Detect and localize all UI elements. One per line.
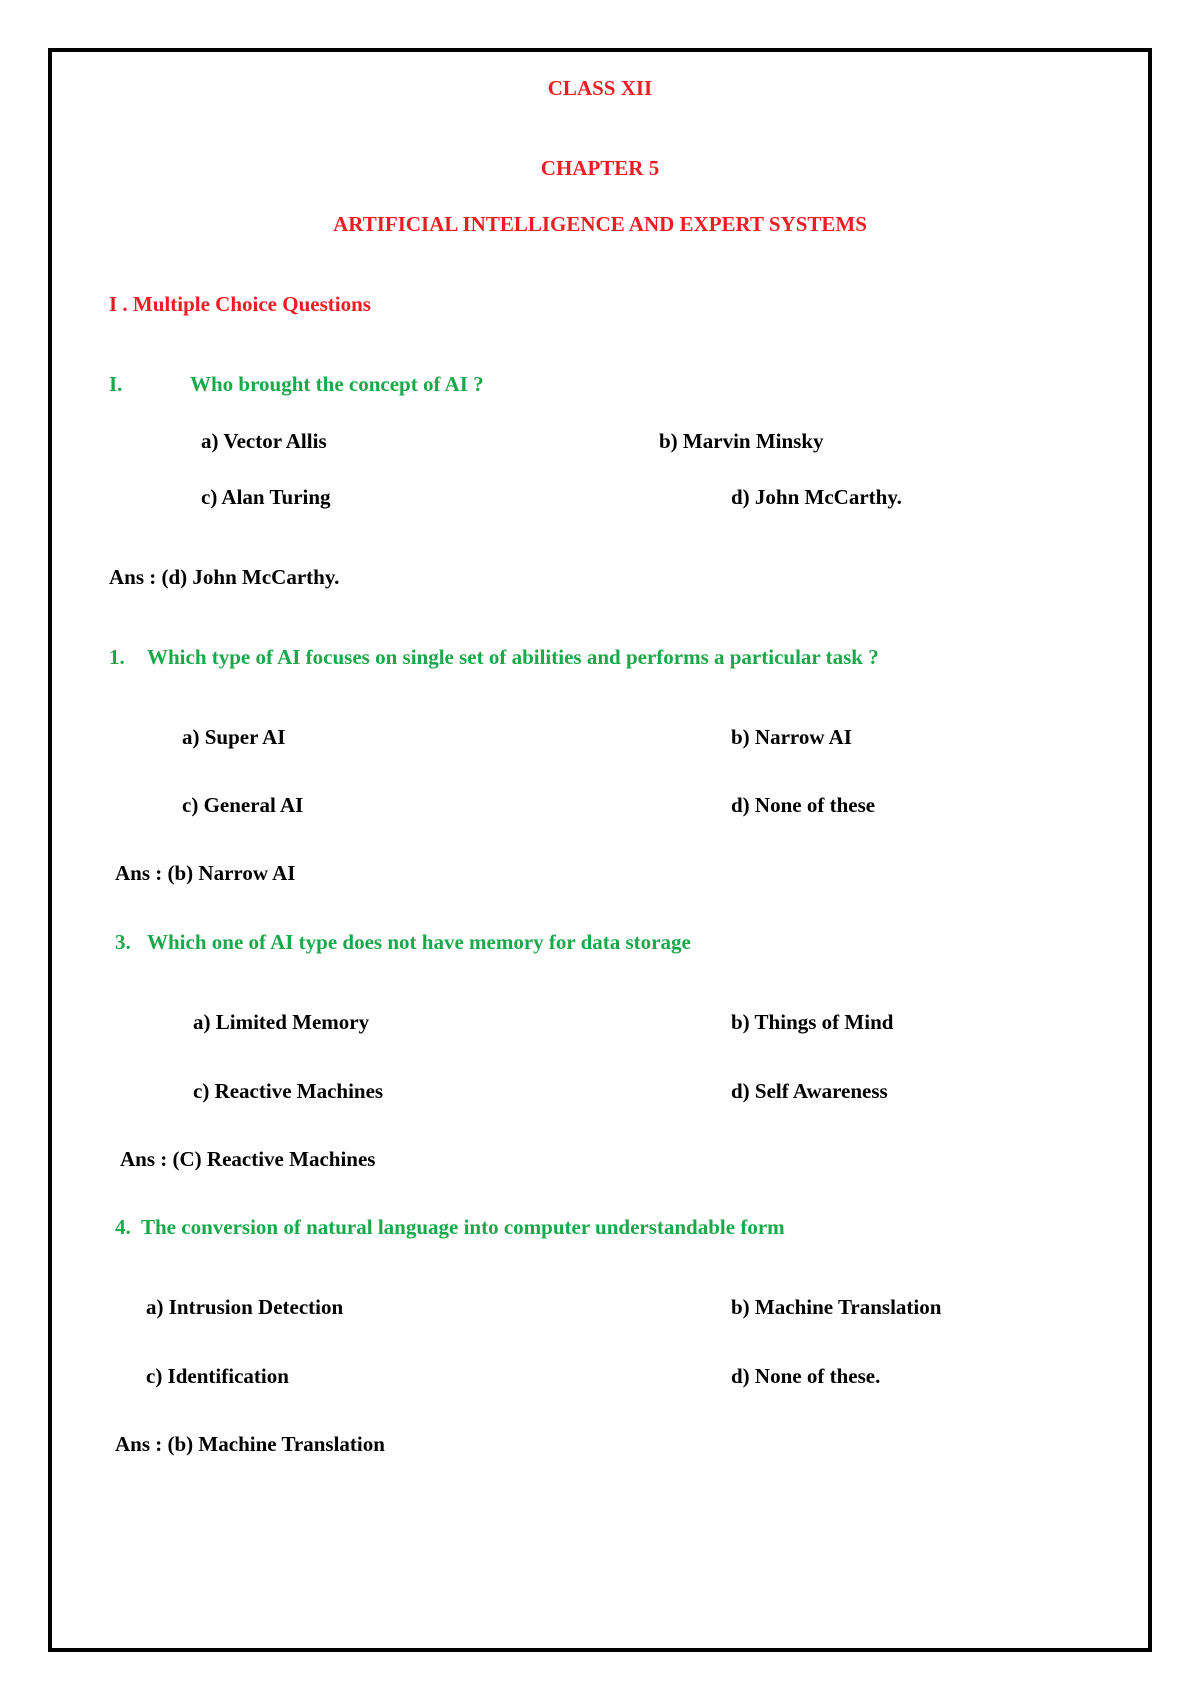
option-d: d) Self Awareness: [731, 1079, 888, 1103]
question-text: Who brought the concept of AI ?: [190, 372, 484, 396]
option-d: d) John McCarthy.: [731, 485, 902, 509]
option-a: a) Vector Allis: [201, 429, 327, 453]
class-label: CLASS XII: [547, 76, 653, 100]
option-d: d) None of these.: [731, 1364, 881, 1388]
option-b: b) Things of Mind: [731, 1010, 894, 1034]
answer: Ans : (b) Machine Translation: [115, 1432, 385, 1456]
section-title: I . Multiple Choice Questions: [109, 292, 371, 316]
option-b: b) Machine Translation: [731, 1295, 942, 1319]
option-c: c) Alan Turing: [201, 485, 331, 509]
option-b: b) Marvin Minsky: [659, 429, 824, 453]
option-a: a) Limited Memory: [193, 1010, 370, 1034]
option-c: c) Identification: [146, 1364, 289, 1388]
option-a: a) Intrusion Detection: [146, 1295, 344, 1319]
option-c: c) General AI: [182, 793, 304, 817]
question-text: Which one of AI type does not have memory for data storage: [147, 930, 691, 954]
answer: Ans : (C) Reactive Machines: [120, 1147, 376, 1171]
question-number: 1.: [109, 645, 125, 669]
option-d: d) None of these: [731, 793, 876, 817]
question-number: 4.: [115, 1215, 131, 1239]
option-c: c) Reactive Machines: [193, 1079, 384, 1103]
chapter-title: ARTIFICIAL INTELLIGENCE AND EXPERT SYSTEMS: [333, 212, 867, 236]
question-text: The conversion of natural language into computer understandable form: [141, 1215, 785, 1239]
option-b: b) Narrow AI: [731, 725, 852, 749]
question-number: I.: [109, 372, 123, 396]
answer: Ans : (b) Narrow AI: [115, 861, 296, 885]
question-text: Which type of AI focuses on single set of abilities and performs a particular task ?: [147, 645, 879, 669]
chapter-label: CHAPTER 5: [540, 156, 660, 180]
question-number: 3.: [115, 930, 131, 954]
option-a: a) Super AI: [182, 725, 286, 749]
page-border: [48, 48, 1152, 1652]
answer: Ans : (d) John McCarthy.: [109, 565, 340, 589]
